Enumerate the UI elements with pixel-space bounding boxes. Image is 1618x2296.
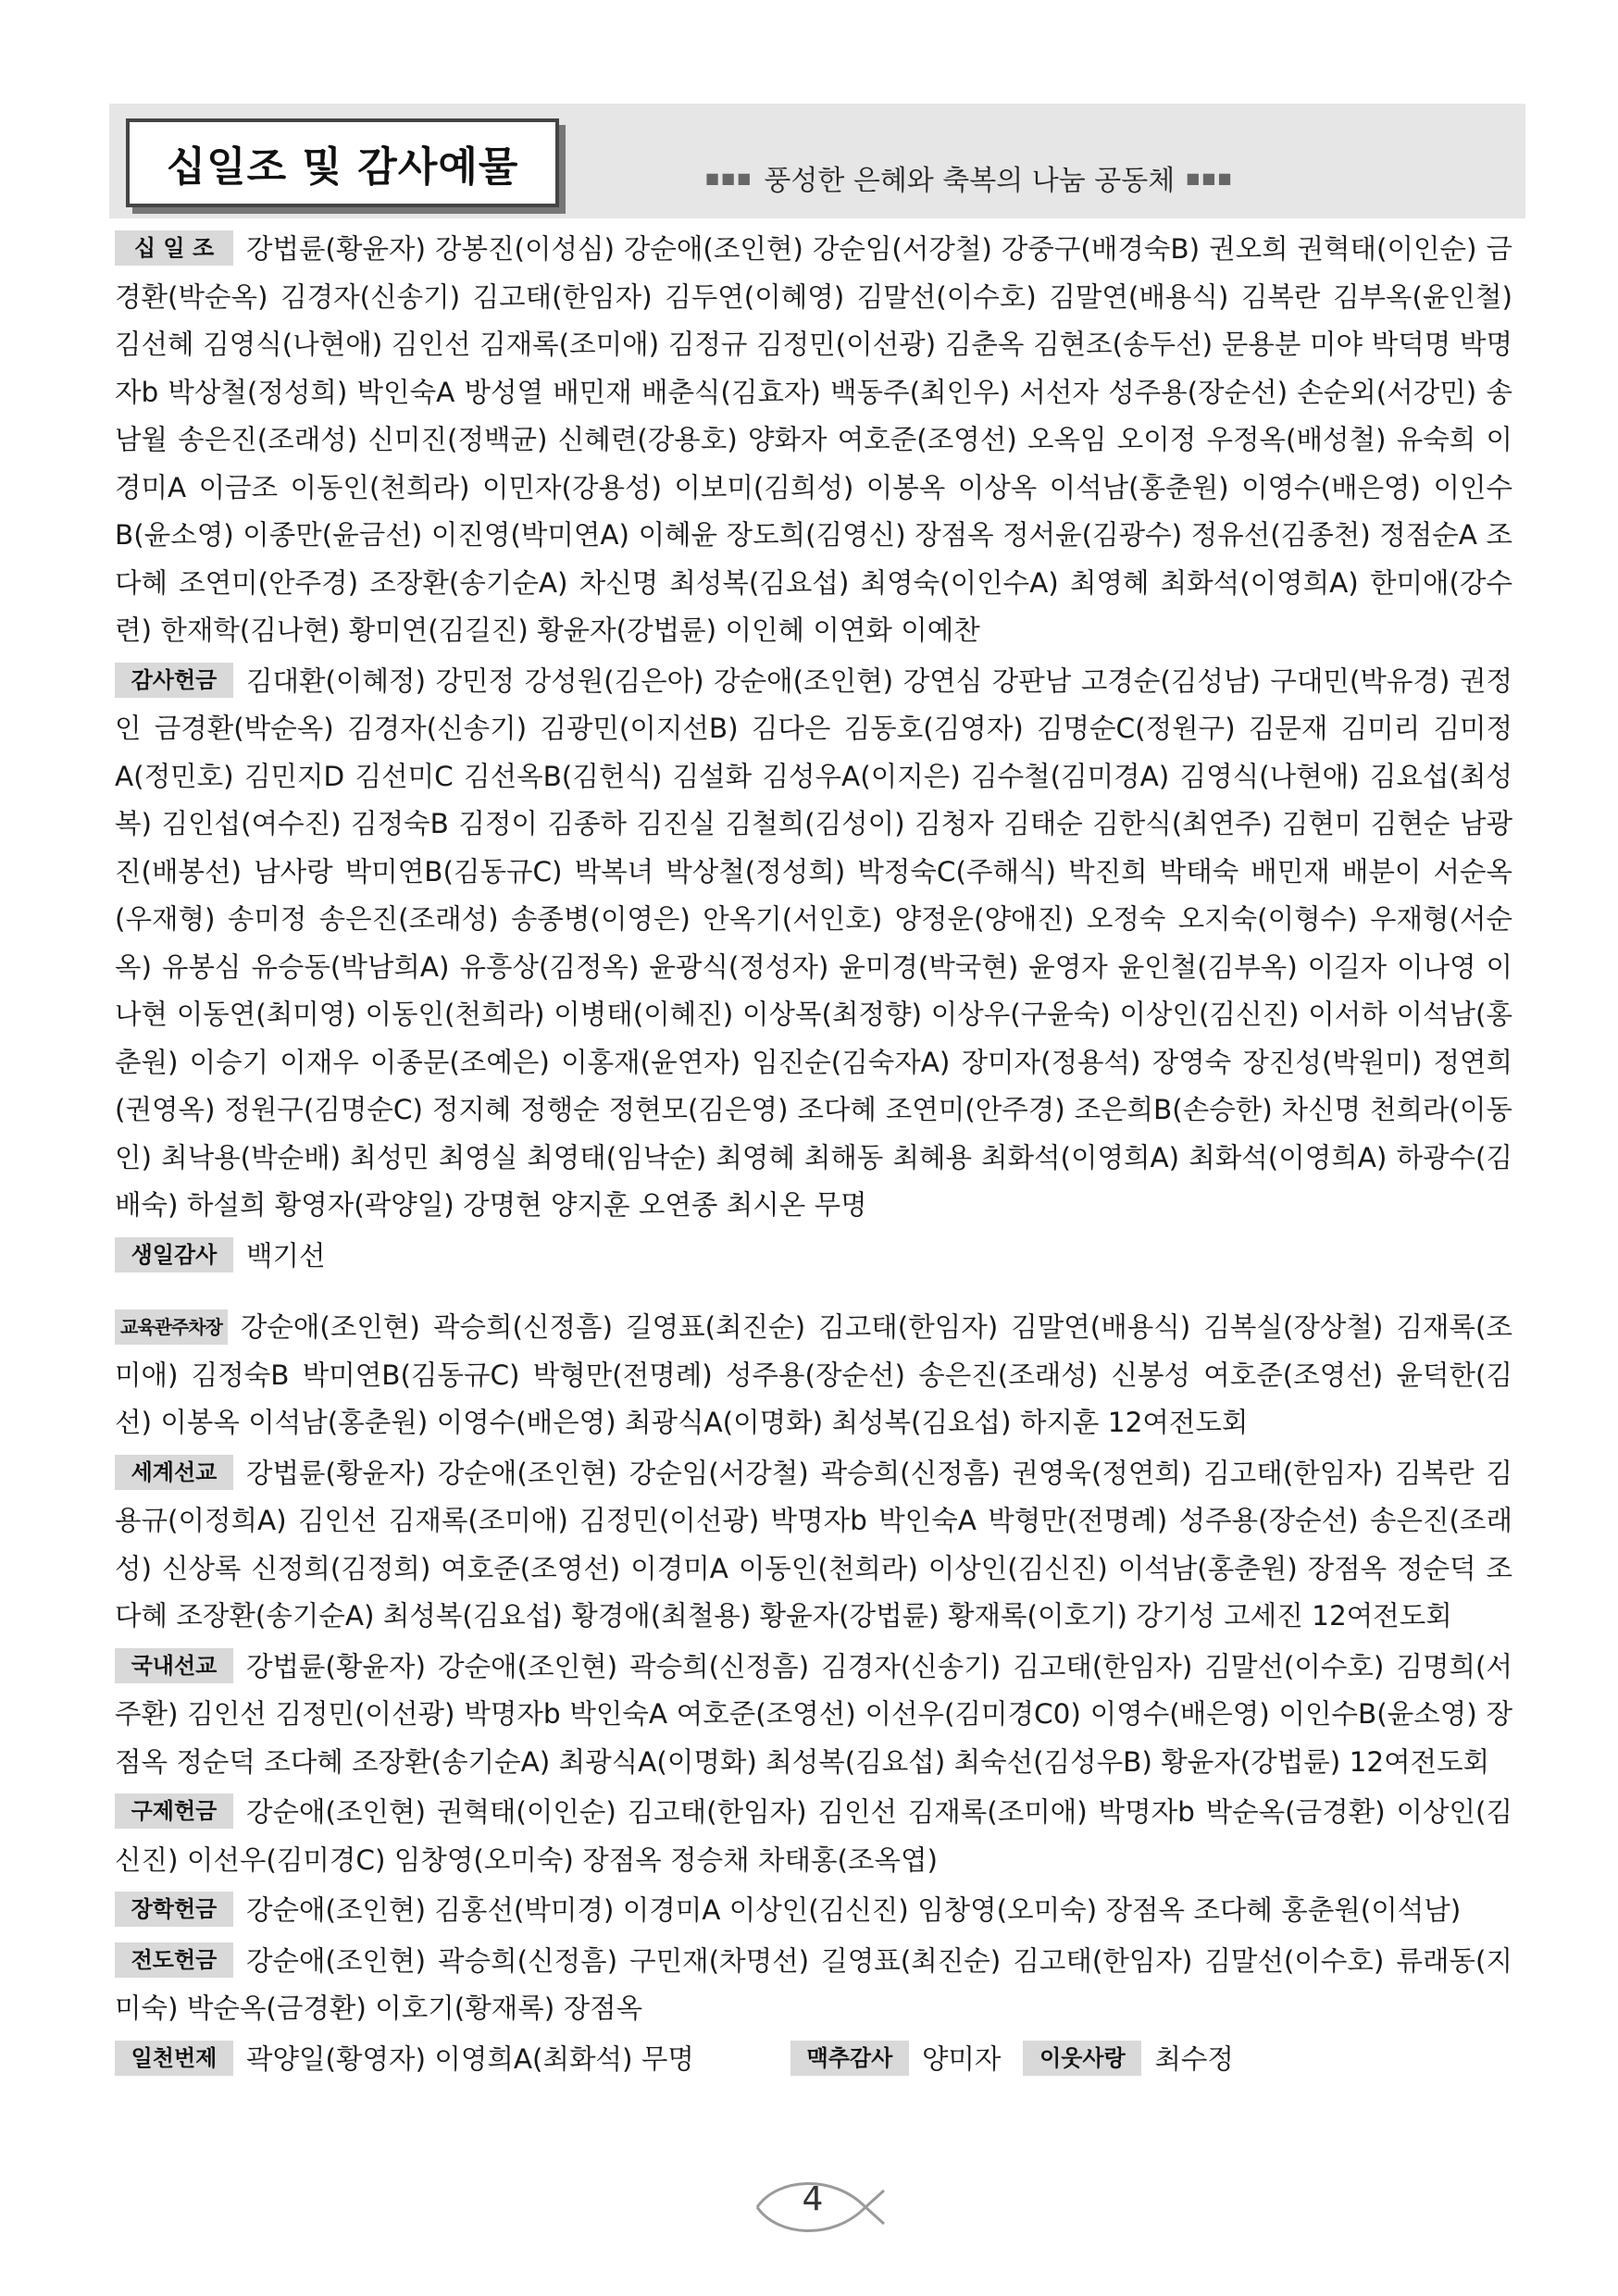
page-number: 4 <box>802 2180 824 2218</box>
entry-names: 김대환(이혜정) 강민정 강성원(김은아) 강순애(조인현) 강연심 강판남 고경순(김성남) 구대민(박유경) 권정인 금경환(박순옥) 김경자(신송기) 김광민(이지선B) 김다은 김동호(김영자) 김명순C(정원구) 김문재 김미리 김미정A(정민호) 김민지D 김선미C 김선옥B(김헌식) 김설화 김성우A(이지은) 김수철(김미경A) 김영식(나현애) 김요섭(최성복) 김인섭(여수진) 김정숙B 김정이 김종하 김진실 김철희(김성이) 김청자 김태순 김한식(최연주) 김현미 김현순 남광진(배봉선) 남사랑 박미연B(김동규C) 박복녀 박상철(정성희) 박정숙C(주해식) 박진희 박태숙 배민재 배분이 서순옥(우재형) 송미정 송은진(조래성) 송종병(이영은) 안옥기(서인호) 양정운(양애진) 오정숙 오지숙(이형수) 우재형(서순옥) 유봉심 유승동(박남희A) 유흥상(김정옥) 윤광식(정성자) 윤미경(박국현) 윤영자 윤인철(김부옥) 이길자 이나영 이나현 이동연(최미영) 이동인(천희라) 이병태(이혜진) 이상목(최정향) 이상우(구윤숙) 이상인(김신진) 이서하 이석남(홍춘원) 이승기 이재우 이종문(조예은) 이홍재(윤연자) 임진순(김숙자A) 장미자(정용석) 장영숙 장진성(박원미) 정연희(권영옥) 정원구(김명순C) 정지혜 정행순 정현모(김은영) 조다혜 조연미(안주경) 조은희B(손승한) 차신명 천희라(이동인) 최낙용(박순배) 최성민 최영실 최영태(임낙순) 최영혜 최해동 최혜용 최화석(이영희A) 최화석(이영희A) 하광수(김배숙) 하설희 황영자(곽양일) 강명현 양지훈 오연종 최시온 무명 <box>115 664 1512 1221</box>
entry-names: 강법륜(황윤자) 강봉진(이성심) 강순애(조인현) 강순임(서강철) 강중구(배경숙B) 권오희 권혁태(이인순) 금경환(박순옥) 김경자(신송기) 김고태(한임자) 김두연(이혜영) 김말선(이수호) 김말연(배용식) 김복란 김부옥(윤인철) 김선혜 김영식(나현애) 김인선 김재록(조미애) 김정규 김정민(이선광) 김춘옥 김현조(송두선) 문용분 미야 박덕명 박명자b 박상철(정성희) 박인숙A 방성열 배민재 배춘식(김효자) 백동주(최인우) 서선자 성주용(장순선) 손순외(서강민) 송남월 송은진(조래성) 신미진(정백균) 신혜련(강용호) 양화자 여호준(조영선) 오옥임 오이정 우정옥(배성철) 유숙희 이경미A 이금조 이동인(천희라) 이민자(강용성) 이보미(김희성) 이봉옥 이상옥 이석남(홍춘원) 이영수(배은영) 이인수B(윤소영) 이종만(윤금선) 이진영(박미연A) 이혜윤 장도희(김영신) 장점옥 정서윤(김광수) 정유선(김종천) 정점순A 조다혜 조연미(안주경) 조장환(송기순A) 차신명 최성복(김요섭) 최영숙(이인수A) 최영혜 최화석(이영희A) 한미애(강수련) 한재학(김나현) 황미연(김길진) 황윤자(강법륜) 이인혜 이연화 이예찬 <box>115 233 1512 646</box>
entry-label: 이웃사랑 <box>1023 2041 1141 2076</box>
entry-neighbor-love <box>1023 2036 1234 2084</box>
dots-right-icon: ■■■ <box>1186 168 1234 187</box>
entry-label: 구제헌금 <box>115 1793 233 1829</box>
entry-world-mission <box>115 1450 1512 1641</box>
entry-names: 강법륜(황윤자) 강순애(조인현) 강순임(서강철) 곽승희(신정흠) 권영욱(정연희) 김고태(한임자) 김복란 김용규(이정희A) 김인선 김재록(조미애) 김정민(이선광) 박명자b 박인숙A 박형만(전명례) 성주용(장순선) 송은진(조래성) 신상록 신정희(김정희) 여호준(조영선) 이경미A 이동인(천희라) 이상인(김신진) 이석남(홍춘원) 장점옥 정순덕 조다혜 조장환(송기순A) 최성복(김요섭) 황경애(최철용) 황윤자(강법륜) 황재록(이호기) 강기성 고세진 12여전도회 <box>115 1457 1512 1632</box>
entry-label: 세계선교 <box>115 1455 233 1490</box>
entry-last-row <box>115 2036 1512 2084</box>
entry-label: 십 일 조 <box>115 230 233 266</box>
entry-names: 강순애(조인현) 권혁태(이인순) 김고태(한임자) 김인선 김재록(조미애) 박명자b 박순옥(금경환) 이상인(김신진) 이선우(김미경C) 임창영(오미숙) 장점옥 정승채 차태홍(조옥엽) <box>115 1796 1512 1876</box>
entry-names: 양미자 <box>921 2042 1002 2075</box>
entry-names: 백기선 <box>246 1239 326 1272</box>
entry-names: 강순애(조인현) 곽승희(신정흠) 길영표(최진순) 김고태(한임자) 김말연(배용식) 김복실(장상철) 김재록(조미애) 김정숙B 박미연B(김동규C) 박형만(전명례) 성주용(장순선) 송은진(조래성) 신봉성 여호준(조영선) 윤덕한(김선) 이봉옥 이석남(홍춘원) 이영수(배은영) 최광식A(이명화) 최성복(김요섭) 하지훈 12여전도회 <box>115 1311 1512 1438</box>
entry-tithe <box>115 226 1512 655</box>
entry-domestic-mission <box>115 1644 1512 1787</box>
entry-label: 전도헌금 <box>115 1942 233 1978</box>
entry-parking <box>115 1304 1512 1447</box>
entry-label: 생일감사 <box>115 1237 233 1272</box>
offering-list <box>115 226 1512 2086</box>
page-title: 십일조 및 감사예물 <box>126 118 559 207</box>
entry-label: 일천번제 <box>115 2041 233 2076</box>
entry-harvest-thanks <box>790 2036 1002 2084</box>
entry-scholarship <box>115 1887 1512 1935</box>
entry-names: 강법륜(황윤자) 강순애(조인현) 곽승희(신정흠) 김경자(신송기) 김고태(한임자) 김말선(이수호) 김명희(서주환) 김인선 김정민(이선광) 박명자b 박인숙A 여호준(조영선) 이선우(김미경C0) 이영수(배은영) 이인수B(윤소영) 장점옥 정순덕 조다혜 조장환(송기순A) 최광식A(이명화) 최성복(김요섭) 최숙선(김성우B) 황윤자(강법륜) 12여전도회 <box>115 1650 1512 1778</box>
page-subtitle <box>705 157 1234 198</box>
entry-label: 감사헌금 <box>115 663 233 698</box>
entry-label: 장학헌금 <box>115 1892 233 1927</box>
entry-thousand-offering <box>115 2036 694 2084</box>
entry-names: 곽양일(황영자) 이영희A(최화석) 무명 <box>246 2042 694 2075</box>
entry-label: 국내선교 <box>115 1648 233 1683</box>
entry-names: 강순애(조인현) 김홍선(박미경) 이경미A 이상인(김신진) 임창영(오미숙) 장점옥 조다혜 홍춘원(이석남) <box>246 1894 1462 1926</box>
entry-birthday <box>115 1233 1512 1281</box>
entry-evangelism <box>115 1938 1512 2033</box>
entry-names: 강순애(조인현) 곽승희(신정흠) 구민재(차명선) 길영표(최진순) 김고태(한임자) 김말선(이수호) 류래동(지미숙) 박순옥(금경환) 이호기(황재록) 장점옥 <box>115 1944 1512 2024</box>
dots-left-icon: ■■■ <box>705 168 753 187</box>
entry-thanksgiving <box>115 658 1512 1230</box>
entry-names: 최수정 <box>1154 2042 1234 2075</box>
subtitle-text: 풍성한 은혜와 축복의 나눔 공동체 <box>764 165 1176 197</box>
entry-label: 맥추감사 <box>790 2041 909 2076</box>
entry-relief <box>115 1789 1512 1884</box>
entry-label: 교육관주차장 <box>115 1309 228 1345</box>
